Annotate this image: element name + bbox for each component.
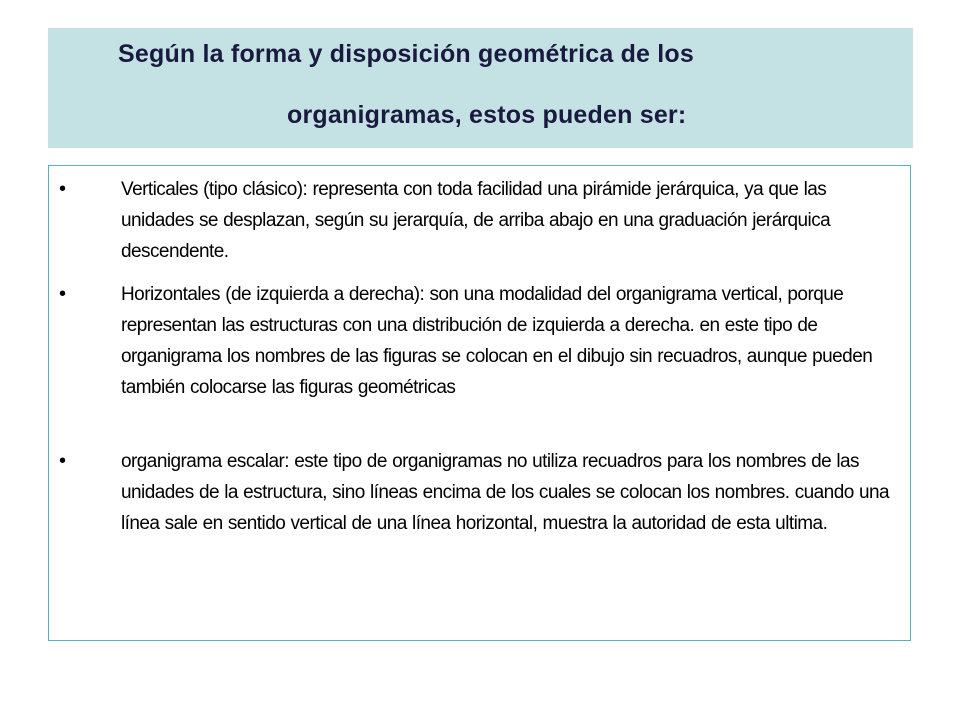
slide-title-line-2: organigramas, estos pueden ser:	[287, 101, 687, 129]
bullet-text: Horizontales (de izquierda a derecha): son una modalidad del organigrama vertical, porque representan las estructuras con una distribución de izquierda a derecha. en este tipo de organigrama los nombres de las figuras se colocan en el dibujo sin recuadros, aunque pueden también colocarse las figuras geométricas	[121, 284, 873, 398]
bullet-text: Verticales (tipo clásico): representa con toda facilidad una pirámide jerárquica, ya que las unidades se desplazan, según su jerarquía, de arriba abajo en una graduación jerárquica descendente.	[121, 179, 831, 262]
content-box	[48, 165, 911, 641]
bullet-text: organigrama escalar: este tipo de organigramas no utiliza recuadros para los nombres de las unidades de la estructura, sino líneas encima de los cuales se colocan los nombres. cuando una línea sale en sentido vertical de una línea horizontal, muestra la autoridad de esta ultima.	[121, 451, 890, 534]
bullet-icon: •	[59, 283, 67, 305]
title-banner	[48, 28, 913, 148]
slide-title-line-1: Según la forma y disposición geométrica de los	[118, 40, 695, 68]
bullet-icon: •	[59, 450, 67, 472]
bullet-icon: •	[59, 178, 67, 200]
